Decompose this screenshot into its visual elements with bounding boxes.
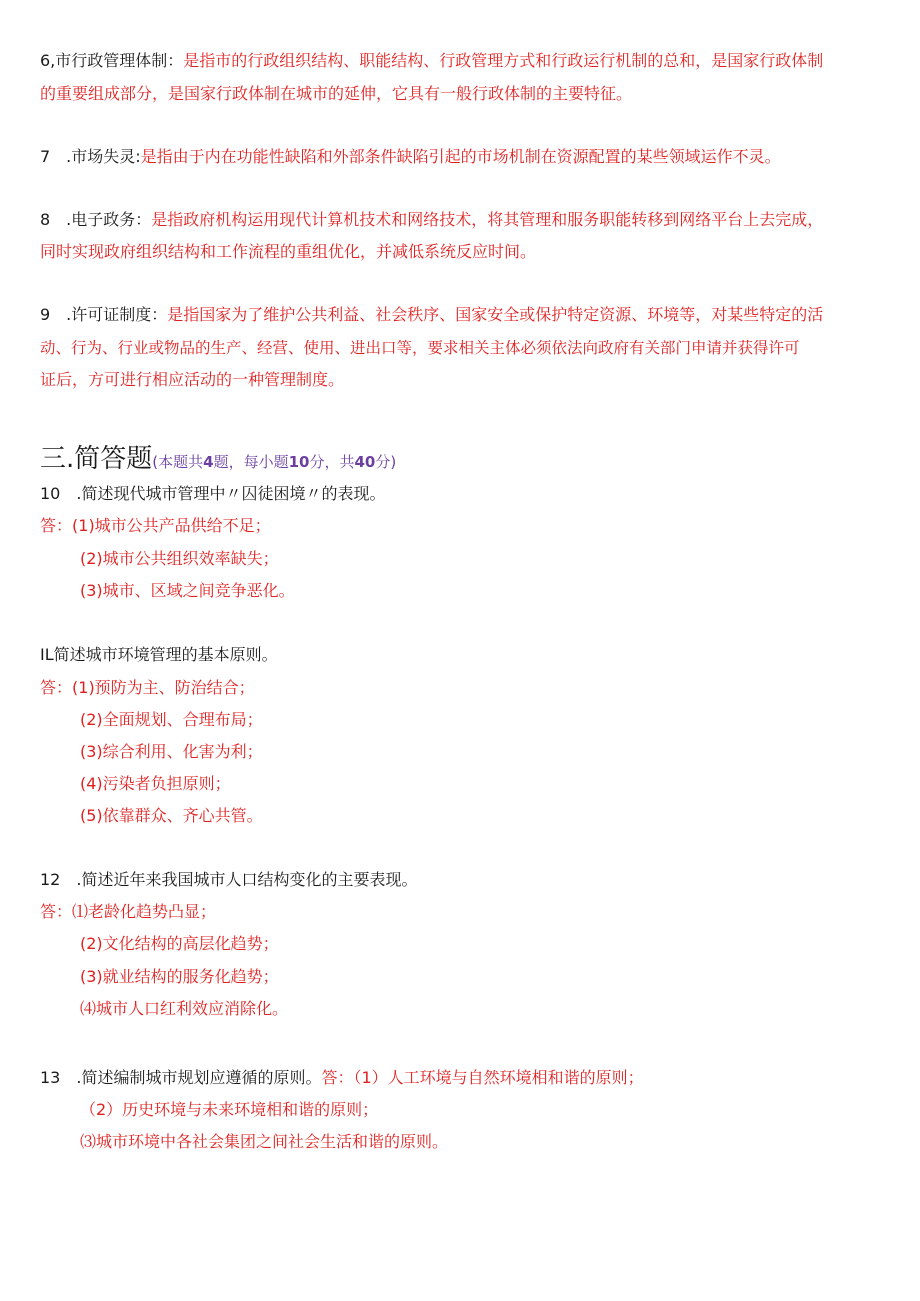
answer-13-line-1: （1）人工环境与自然环境相和谐的原则； <box>353 1068 644 1087</box>
question-12: 12 .简述近年来我国城市人口结构变化的主要表现。 <box>40 870 418 889</box>
definition-9-line-1 <box>40 305 823 325</box>
definition-8-line-2: 同时实现政府组织结构和工作流程的重组优化，并减低系统反应时间。 <box>40 242 537 261</box>
definition-text: 是指国家为了维护公共利益、社会秩序、国家安全或保护特定资源、环境等，对某些特定的活 <box>167 305 824 324</box>
answer-label: 答： <box>321 1068 354 1087</box>
question-11: IL简述城市环境管理的基本原则。 <box>40 645 278 664</box>
definition-6-line-1 <box>40 51 823 71</box>
answer-label: 答： <box>40 678 73 697</box>
definition-7-line-1 <box>40 147 781 167</box>
definition-text: 是指市的行政组织结构、职能结构、行政管理方式和行政运行机制的总和，是国家行政体制 <box>183 51 824 70</box>
answer-11-line-4: (4)污染者负担原则； <box>80 774 231 793</box>
definition-9-line-3: 证后，方可进行相应活动的一种管理制度。 <box>40 370 345 389</box>
answer-12-line-2: (2)文化结构的高层化趋势； <box>80 934 279 953</box>
answer-11-line-3: (3)综合利用、化害为利； <box>80 742 263 761</box>
definition-9-line-2: 动、行为、行业或物品的生产、经营、使用、进出口等，要求相关主体必须依法向政府有关部门申请并获得许可 <box>40 339 800 357</box>
answer-10-line-1: 答：(1)城市公共产品供给不足； <box>40 516 271 535</box>
answer-label: 答： <box>40 902 73 921</box>
answer-13-line-2: （2）历史环境与未来环境相和谐的原则； <box>80 1100 379 1119</box>
answer-11-line-2: (2)全面规划、合理布局； <box>80 710 263 729</box>
section-title: 三.简答题 <box>40 444 153 474</box>
answer-11-line-5: (5)依靠群众、齐心共管。 <box>80 806 263 825</box>
definition-term: 8 .电子政务： <box>40 210 152 229</box>
answer-10-line-3: (3)城市、区域之间竞争恶化。 <box>80 581 295 600</box>
answer-label: 答： <box>40 516 73 535</box>
answer-12-line-3: (3)就业结构的服务化趋势； <box>80 967 279 986</box>
answer-13-line-3: ⑶城市环境中各社会集团之间社会生活和谐的原则。 <box>80 1132 449 1151</box>
answer-12-line-4: ⑷城市人口红利效应消除化。 <box>80 999 289 1018</box>
question-10: 10 .简述现代城市管理中〃囚徒困境〃的表现。 <box>40 484 386 503</box>
definition-text: 是指由于内在功能性缺陷和外部条件缺陷引起的市场机制在资源配置的某些领域运作不灵。 <box>140 147 781 166</box>
answer-10-line-2: (2)城市公共组织效率缺失； <box>80 549 279 568</box>
question-13: 13 .简述编制城市规划应遵循的原则。 <box>40 1068 322 1087</box>
answer-11-line-1: 答：(1)预防为主、防治结合； <box>40 678 255 697</box>
definition-text: 是指政府机构运用现代计算机技术和网络技术，将其管理和服务职能转移到网络平台上去完成， <box>151 210 824 229</box>
answer-12-line-1: 答：⑴老龄化趋势凸显； <box>40 902 217 921</box>
definition-term: 6,市行政管理体制： <box>40 51 184 70</box>
definition-6-line-2: 的重要组成部分，是国家行政体制在城市的延伸，它具有一般行政体制的主要特征。 <box>40 84 633 103</box>
section-note: (本题共4题，每小题10分，共40分) <box>152 453 397 471</box>
definition-term: 9 .许可证制度： <box>40 305 168 324</box>
question-13-line-1 <box>40 1068 644 1088</box>
section-heading <box>40 443 396 478</box>
definition-8-line-1 <box>40 210 823 230</box>
definition-term: 7 .市场失灵: <box>40 147 141 166</box>
